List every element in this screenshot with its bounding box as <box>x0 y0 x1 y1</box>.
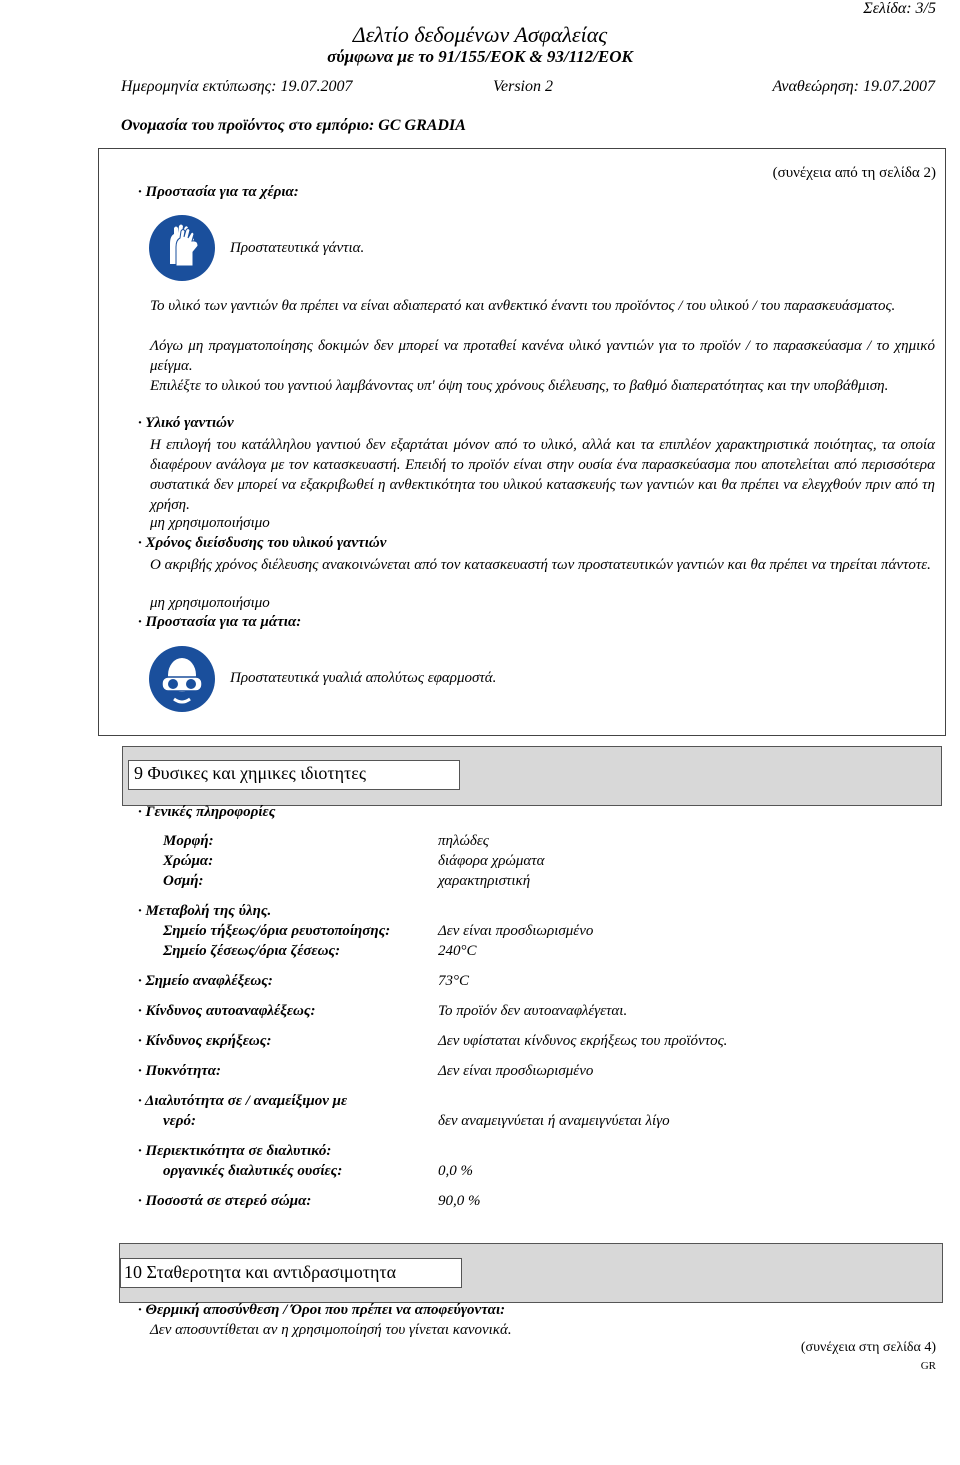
density-label: · Πυκνότητα: <box>138 1063 222 1079</box>
solvent-content-label: · Περιεκτικότητα σε διαλυτικό: <box>138 1143 332 1159</box>
gloves-text: Προστατευτικά γάντια. <box>230 240 365 256</box>
gloves-icon <box>148 214 216 282</box>
glove-no-tests-note: Λόγω μη πραγματοποίησης δοκιμών δεν μπορεί να προταθεί κανένα υλικό γαντιών για το προϊόν / το παρασκεύασμα / το χημικό μείγμα. <box>150 338 935 374</box>
solids-value: 90,0 % <box>438 1193 481 1209</box>
flash-point-value: 73°C <box>438 973 470 989</box>
density-value: Δεν είναι προσδιωρισμένο <box>438 1063 594 1079</box>
melting-label: Σημείο τήξεως/όρια ρευστοποίησης: <box>163 923 391 939</box>
thermal-decomposition-label: · Θερμική αποσύνθεση / Όροι που πρέπει να αποφεύγονται: <box>138 1302 506 1318</box>
boiling-value: 240°C <box>438 943 477 959</box>
glove-selection-note: Επιλέξτε το υλικού του γαντιού λαμβάνοντας υπ' όψη τους χρόνους διέλευσης, το βαθμό διαπερατότητας και την υποβάθμιση. <box>150 378 889 394</box>
solubility-label: · Διαλυτότητα σε / αναμείξιμον με <box>138 1093 348 1109</box>
glove-material-label: · Υλικό γαντιών <box>138 415 234 431</box>
continued-to: (συνέχεια στη σελίδα 4) <box>800 1340 936 1355</box>
odor-value: χαρακτηριστική <box>438 873 531 889</box>
general-info-label: · Γενικές πληροφορίες <box>138 804 276 820</box>
thermal-decomposition-text: Δεν αποσυντίθεται αν η χρησιμοποίησή του γίνεται κανονικά. <box>150 1322 512 1338</box>
melting-value: Δεν είναι προσδιωρισμένο <box>438 923 594 939</box>
organic-solvents-label: οργανικές διαλυτικές ουσίες: <box>163 1163 343 1179</box>
autoignition-value: Το προϊόν δεν αυτοαναφλέγεται. <box>438 1003 628 1019</box>
solids-label: · Ποσοστά σε στερεό σώμα: <box>138 1193 312 1209</box>
permeation-label: · Χρόνος διείσδυσης του υλικού γαντιών <box>138 535 387 551</box>
country-code: GR <box>920 1360 936 1372</box>
document-title: Δελτίο δεδομένων Ασφαλείας <box>352 22 608 47</box>
section9-title: 9 Φυσικες και χημικες ιδιοτητες <box>134 763 366 783</box>
color-label: Χρώμα: <box>163 853 214 869</box>
form-value: πηλώδες <box>438 833 489 849</box>
glove-material-requirement: Το υλικό των γαντιών θα πρέπει να είναι αδιαπερατό και ανθεκτικό έναντι του προϊόντος / του υλικού / του παρασκευάσματος. <box>150 298 896 314</box>
eye-protection-label: · Προστασία για τα μάτια: <box>138 614 302 630</box>
explosion-value: Δεν υφίσταται κίνδυνος εκρήξεως του προϊόντος. <box>438 1033 728 1049</box>
not-usable-1: μη χρησιμοποιήσιμο <box>150 515 270 531</box>
organic-solvents-value: 0,0 % <box>438 1163 473 1179</box>
solubility-value: δεν αναμειγνύεται ή αναμειγνύεται λίγο <box>438 1113 670 1129</box>
solubility-label-water: νερό: <box>163 1113 197 1129</box>
continued-from: (συνέχεια από τη σελίδα 2) <box>772 165 936 181</box>
not-usable-2: μη χρησιμοποιήσιμο <box>150 595 270 611</box>
section10-title: 10 Σταθεροτητα και αντιδρασιμοτητα <box>124 1262 397 1282</box>
goggles-text: Προστατευτικά γυαλιά απολύτως εφαρμοστά. <box>230 670 497 686</box>
odor-label: Οσμή: <box>163 873 204 889</box>
color-value: διάφορα χρώματα <box>438 853 545 869</box>
print-date: Ημερομηνία εκτύπωσης: 19.07.2007 <box>121 78 353 95</box>
boiling-label: Σημείο ζέσεως/όρια ζέσεως: <box>163 943 341 959</box>
explosion-label: · Κίνδυνος εκρήξεως: <box>138 1033 272 1049</box>
document-subtitle: σύμφωνα με το 91/155/ΕΟΚ & 93/112/ΕΟΚ <box>327 47 633 66</box>
autoignition-label: · Κίνδυνος αυτοαναφλέξεως: <box>138 1003 316 1019</box>
product-name: Ονομασία του προϊόντος στο εμπόριο: GC GRADIA <box>121 117 466 134</box>
hands-protection-label: · Προστασία για τα χέρια: <box>138 184 299 200</box>
revision-date: Αναθεώρηση: 19.07.2007 <box>772 78 935 95</box>
form-label: Μορφή: <box>163 833 214 849</box>
version: Version 2 <box>493 78 553 95</box>
page-number: Σελίδα: 3/5 <box>863 0 936 17</box>
flash-point-label: · Σημείο αναφλέξεως: <box>138 973 273 989</box>
goggles-icon <box>148 645 216 713</box>
glove-material-text: Η επιλογή του κατάλληλου γαντιού δεν εξαρτάται μόνον από το υλικό, αλλά και τα επιπλέον χαρακτηριστικά ποιότητας, τα οποία διαφέρουν ανάλογα με τον κατασκευαστή. Επειδή το προϊόν είναι στην ουσία ένα παρασκεύασμα που αποτελείται από περισσότερα συστατικά δεν μπορεί να εξακριβωθεί η ανθεκτικότητα του υλικού κατασκευής των γαντιών και θα πρέπει να ελεγχθούν πριν από τη χρήση. <box>150 437 935 513</box>
permeation-text: Ο ακριβής χρόνος διέλευσης ανακοινώνεται από τον κατασκευαστή των προστατευτικών γαντιών και θα πρέπει να τηρείται πάντοτε. <box>150 557 931 573</box>
state-change-label: · Μεταβολή της ύλης. <box>138 903 272 919</box>
